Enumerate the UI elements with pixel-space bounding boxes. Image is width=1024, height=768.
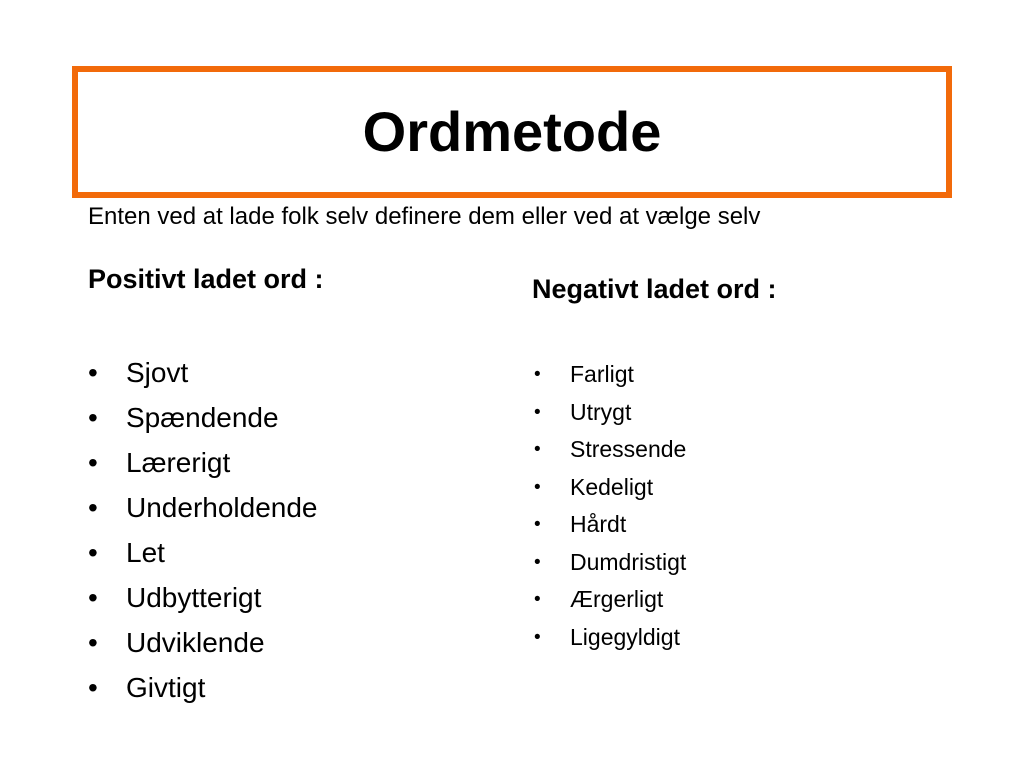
positive-item-label: Sjovt — [126, 357, 189, 388]
bullet-icon: • — [88, 492, 98, 523]
negative-item-label: Farligt — [570, 361, 634, 387]
bullet-icon: • — [88, 582, 98, 613]
bullet-icon: • — [88, 447, 98, 478]
negative-item-label: Hårdt — [570, 511, 627, 537]
bullet-icon: • — [534, 551, 541, 573]
bullet-icon: • — [534, 364, 541, 385]
negative-item-label: Dumdristigt — [570, 548, 687, 575]
list-item — [88, 575, 318, 620]
positive-item-label: Spændende — [126, 402, 279, 433]
list-item — [532, 431, 686, 469]
bullet-icon: • — [88, 672, 98, 703]
negative-item-label: Kedeligt — [570, 473, 654, 500]
positive-heading: Positivt ladet ord : — [88, 264, 324, 294]
positive-item-label: Underholdende — [126, 492, 318, 523]
list-item — [88, 665, 318, 710]
bullet-icon: • — [88, 627, 98, 658]
bullet-icon: • — [88, 537, 98, 568]
list-item — [532, 469, 686, 507]
positive-item-label: Udbytterigt — [126, 582, 262, 613]
positive-item-label: Let — [126, 537, 165, 568]
list-item — [88, 620, 318, 665]
slide-subtitle: Enten ved at lade folk selv definere dem eller ved at vælge selv — [88, 203, 761, 230]
bullet-icon: • — [88, 402, 98, 433]
bullet-icon: • — [534, 514, 541, 535]
bullet-icon: • — [534, 401, 541, 423]
negative-list — [532, 356, 686, 656]
list-item — [532, 619, 686, 657]
bullet-icon: • — [534, 439, 541, 460]
bullet-icon: • — [534, 589, 541, 610]
positive-item-label: Lærerigt — [126, 447, 231, 478]
positive-item-label: Udviklende — [126, 627, 265, 658]
list-item — [532, 506, 686, 544]
bullet-icon: • — [88, 357, 98, 388]
title-box — [72, 66, 952, 198]
list-item — [532, 581, 686, 619]
negative-item-label: Utrygt — [570, 398, 632, 425]
negative-heading: Negativt ladet ord : — [532, 274, 777, 304]
slide-title: Ordmetode — [362, 100, 662, 163]
list-item — [88, 350, 318, 395]
positive-item-label: Givtigt — [126, 672, 206, 703]
list-item — [88, 395, 318, 440]
list-item — [532, 544, 686, 582]
bullet-icon: • — [534, 626, 541, 648]
positive-list — [88, 350, 318, 710]
list-item — [88, 485, 318, 530]
list-item — [88, 440, 318, 485]
list-item — [532, 356, 686, 394]
negative-item-label: Ligegyldigt — [570, 623, 680, 650]
list-item — [88, 530, 318, 575]
list-item — [532, 394, 686, 432]
negative-item-label: Ærgerligt — [570, 586, 664, 612]
negative-item-label: Stressende — [570, 436, 687, 462]
bullet-icon: • — [534, 476, 541, 498]
